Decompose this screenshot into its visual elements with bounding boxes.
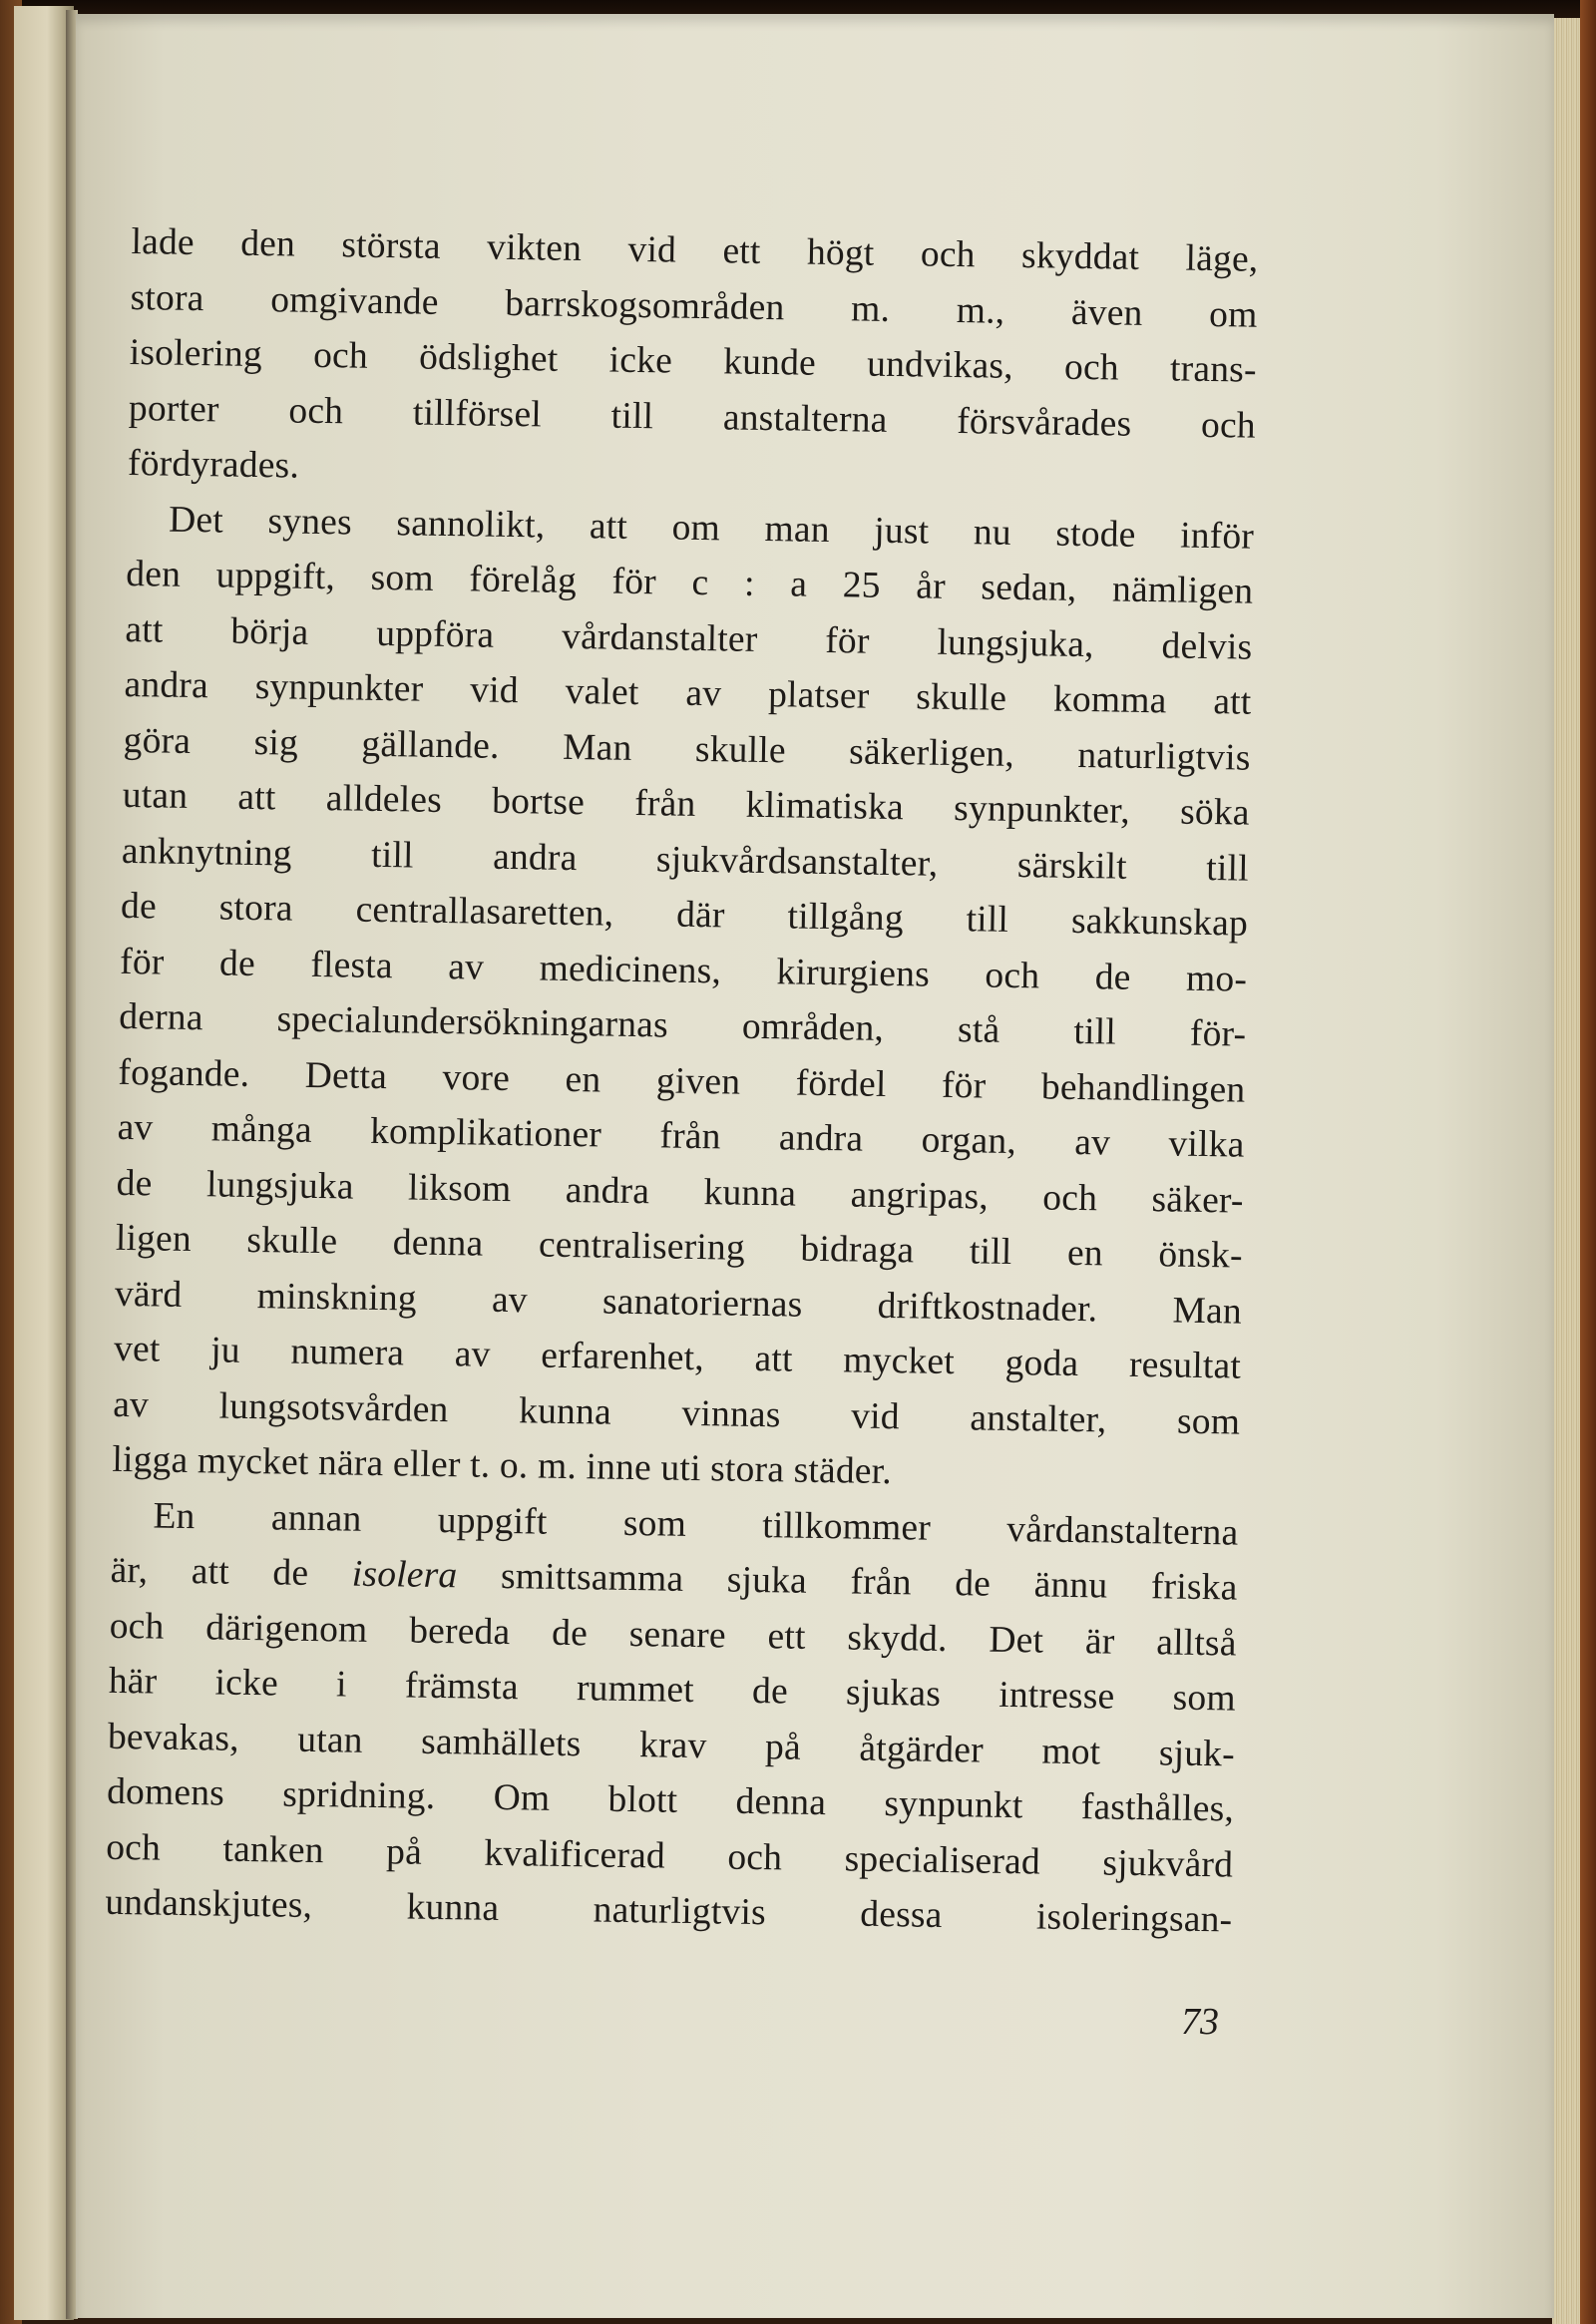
- text-line: här icke i främsta rummet de sjukas intresse som: [108, 1660, 1237, 1720]
- text-line: av lungsotsvården kunna vinnas vid anstalter, som: [112, 1383, 1241, 1443]
- text-line: fogande. Detta vore en given fördel för behandlingen: [118, 1051, 1246, 1111]
- text-line: anknytning till andra sjukvårdsanstalter, särskilt till: [121, 830, 1250, 890]
- text-line: domens spridning. Om blott denna synpunkt fasthålles,: [106, 1770, 1235, 1830]
- text-line: utan att alldeles bortse från klimatiska synpunkter, söka: [122, 774, 1251, 834]
- page-number: 73: [1181, 2001, 1219, 2043]
- text-line: vet ju numera av erfarenhet, att mycket goda resultat: [113, 1328, 1242, 1387]
- text-line: undanskjutes, kunna naturligtvis dessa isoleringsan-: [105, 1881, 1233, 1941]
- left-page-sliver: [14, 6, 74, 2320]
- text-line: och tanken på kvalificerad och specialiserad sjukvård: [105, 1826, 1234, 1886]
- text-segment: är, att de: [110, 1549, 353, 1595]
- text-line: de stora centrallasaretten, där tillgång till sakkunskap: [120, 885, 1249, 945]
- text-segment: smittsamma sjuka från de ännu friska: [457, 1555, 1238, 1609]
- text-line: andra synpunkter vid valet av platser skulle komma att: [124, 663, 1252, 723]
- text-line: de lungsjuka liksom andra kunna angripas, och säker-: [116, 1162, 1244, 1222]
- text-line: ligen skulle denna centralisering bidraga till en önsk-: [115, 1217, 1244, 1277]
- text-line: stora omgivande barrskogsområden m. m., även om: [130, 276, 1258, 336]
- text-line: för de flesta av medicinens, kirurgiens och de mo-: [119, 941, 1248, 1000]
- text-line: lade den största vikten vid ett högt och skyddat läge,: [131, 220, 1259, 280]
- body-text: [105, 214, 1259, 1948]
- text-line: värd minskning av sanatoriernas driftkostnader. Man: [114, 1273, 1243, 1333]
- cover-right-edge: [1580, 0, 1596, 2324]
- text-line: och därigenom bereda de senare ett skydd. Det är alltså: [109, 1605, 1237, 1665]
- text-line: göra sig gällande. Man skulle säkerligen, naturligtvis: [123, 719, 1251, 779]
- paragraph-start-line: Det synes sannolikt, att om man just nu stode inför: [168, 499, 1255, 558]
- text-line: av många komplikationer från andra organ, av vilka: [117, 1106, 1245, 1166]
- text-line: bevakas, utan samhällets krav på åtgärder mot sjuk-: [107, 1716, 1236, 1775]
- paragraph-start-line: En annan uppgift som tillkommer vårdanstalterna: [153, 1495, 1239, 1554]
- text-line: porter och tillförsel till anstalterna försvårades och: [128, 387, 1257, 447]
- text-line: att börja uppföra vårdanstalter för lungsjuka, delvis: [125, 608, 1253, 668]
- text-line: isolering och ödslighet icke kunde undvikas, och trans-: [129, 331, 1258, 391]
- text-line: fördyrades.: [127, 442, 300, 487]
- text-line: ligga mycket nära eller t. o. m. inne uti stora städer.: [112, 1438, 893, 1493]
- italic-emphasis: isolera: [351, 1553, 458, 1597]
- text-line: den uppgift, som förelåg för c : a 25 år sedan, nämligen: [126, 553, 1254, 612]
- text-line: derna specialundersökningarnas områden, stå till för-: [119, 995, 1247, 1055]
